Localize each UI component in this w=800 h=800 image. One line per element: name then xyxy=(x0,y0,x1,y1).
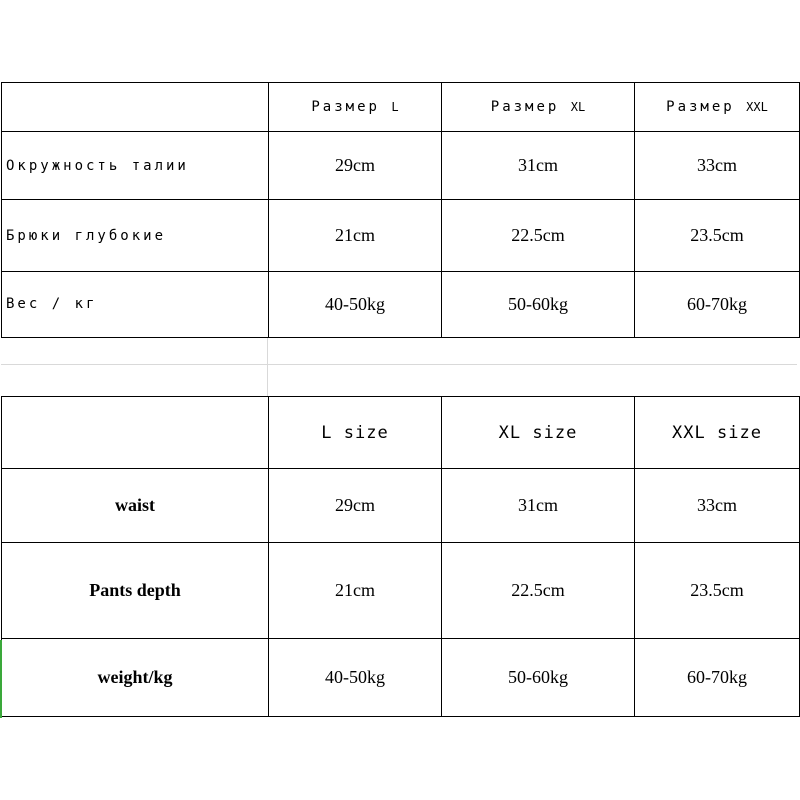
row-label: waist xyxy=(2,469,269,543)
size-table-russian xyxy=(1,82,800,338)
table-cell: 60-70kg xyxy=(635,272,800,338)
corner-cell xyxy=(2,83,269,132)
table-cell: 50-60kg xyxy=(442,639,635,717)
row-label: Вес / кг xyxy=(2,272,269,338)
table-row xyxy=(2,543,800,639)
table-cell: 33cm xyxy=(635,132,800,200)
header-cell-xl: XL size xyxy=(442,397,635,469)
header-row xyxy=(2,397,800,469)
row-label: Pants depth xyxy=(2,543,269,639)
header-word: Размер xyxy=(311,99,380,115)
table-cell: 31cm xyxy=(442,132,635,200)
spacer-line xyxy=(1,364,797,365)
edge-marker xyxy=(0,640,2,718)
table-cell: 50-60kg xyxy=(442,272,635,338)
size-table-english xyxy=(1,396,800,717)
row-label: Окружность талии xyxy=(2,132,269,200)
table-row xyxy=(2,200,800,272)
table-row xyxy=(2,272,800,338)
header-cell-xl xyxy=(442,83,635,132)
corner-cell xyxy=(2,397,269,469)
table-cell: 22.5cm xyxy=(442,543,635,639)
row-label: Брюки глубокие xyxy=(2,200,269,272)
header-size: L xyxy=(391,100,399,114)
table-cell: 23.5cm xyxy=(635,543,800,639)
table-cell: 33cm xyxy=(635,469,800,543)
table-cell: 40-50kg xyxy=(269,639,442,717)
table-row xyxy=(2,469,800,543)
table-row xyxy=(2,132,800,200)
table-cell: 31cm xyxy=(442,469,635,543)
table-cell: 22.5cm xyxy=(442,200,635,272)
spacer-divider xyxy=(267,338,268,396)
header-cell-l: L size xyxy=(269,397,442,469)
header-cell-xxl xyxy=(635,83,800,132)
table-cell: 23.5cm xyxy=(635,200,800,272)
table-cell: 60-70kg xyxy=(635,639,800,717)
header-cell-l xyxy=(269,83,442,132)
table-cell: 29cm xyxy=(269,132,442,200)
spacer-rows xyxy=(1,338,797,396)
header-size: XL xyxy=(570,100,586,114)
table-cell: 29cm xyxy=(269,469,442,543)
table-cell: 40-50kg xyxy=(269,272,442,338)
header-word: Размер xyxy=(490,99,560,115)
header-row xyxy=(2,83,800,132)
header-size: XXL xyxy=(746,100,768,114)
table-cell: 21cm xyxy=(269,543,442,639)
row-label: weight/kg xyxy=(2,639,269,717)
header-cell-xxl: XXL size xyxy=(635,397,800,469)
table-row xyxy=(2,639,800,717)
header-word: Размер xyxy=(666,99,735,115)
table-cell: 21cm xyxy=(269,200,442,272)
